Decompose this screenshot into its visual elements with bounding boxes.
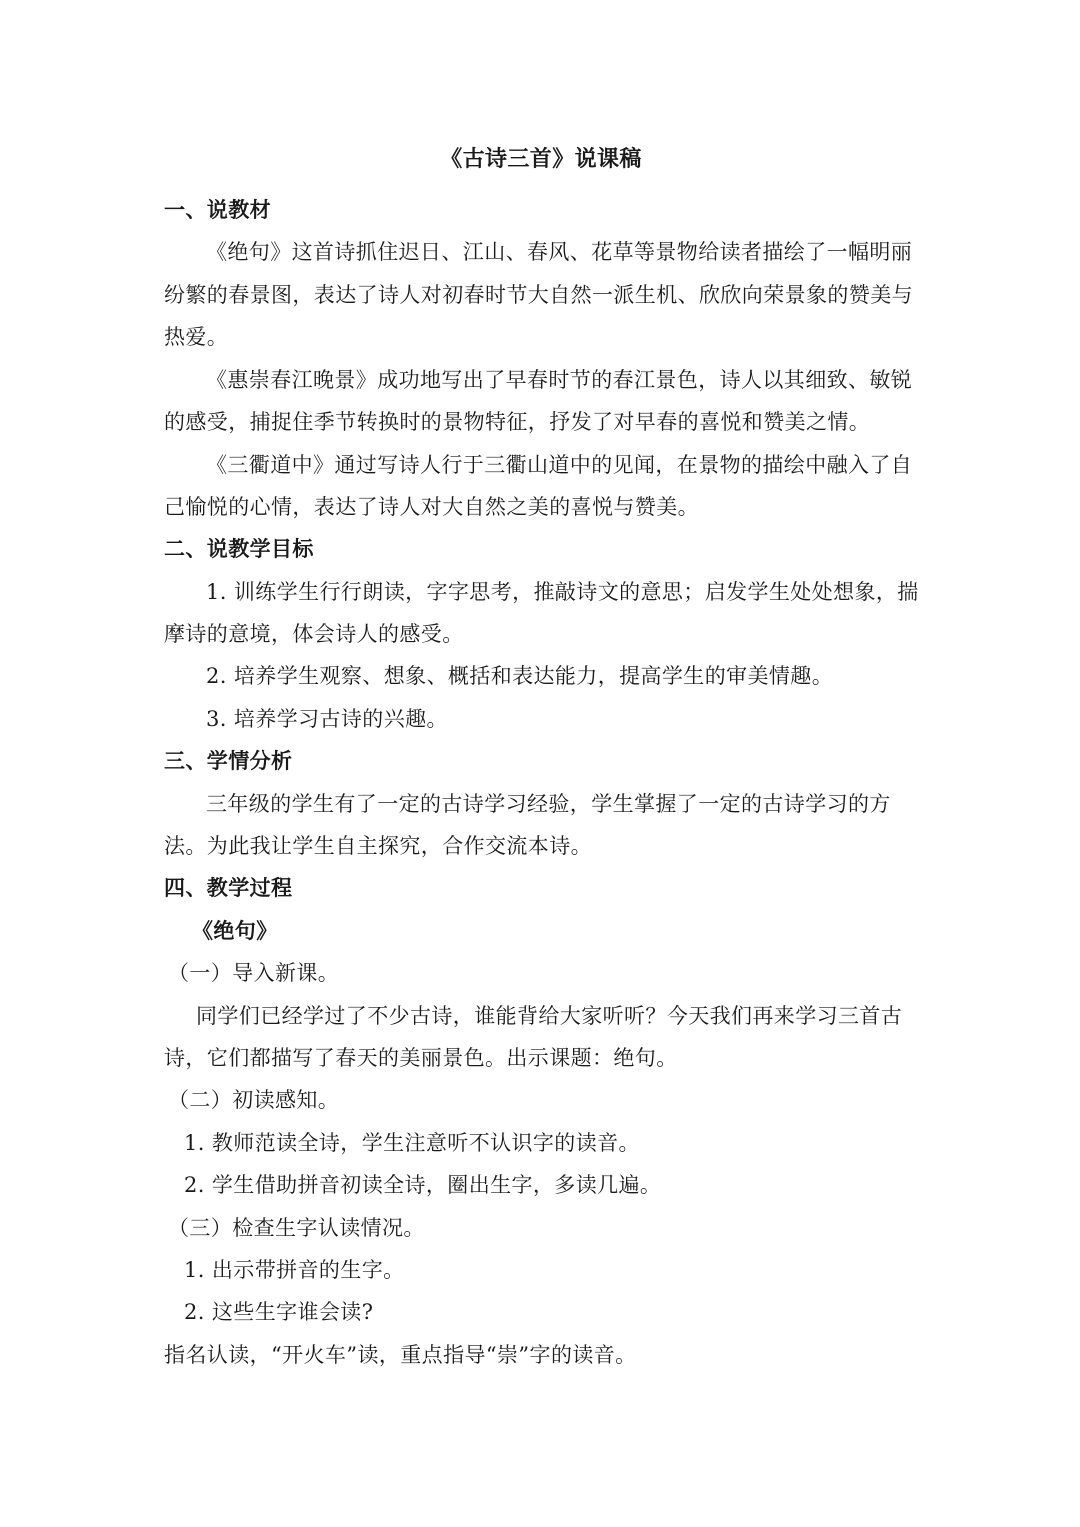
step-item: 2. 这些生字谁会读? (184, 1300, 374, 1324)
step-heading: （一）导入新课。 (168, 961, 340, 985)
paragraph-line: 纷繁的春景图，表达了诗人对初春时节大自然一派生机、欣欣向荣景象的赞美与 (164, 283, 913, 307)
goal-item-continued: 摩诗的意境，体会诗人的感受。 (164, 622, 464, 646)
paragraph-line: 的感受，捕捉住季节转换时的景物特征，抒发了对早春的喜悦和赞美之情。 (164, 410, 871, 434)
step-item: 2. 学生借助拼音初读全诗，圈出生字，多读几遍。 (184, 1173, 662, 1197)
step-item: 1. 出示带拼音的生字。 (184, 1258, 405, 1282)
step-heading: （二）初读感知。 (168, 1088, 340, 1112)
section-heading-textbook: 一、说教材 (164, 197, 271, 222)
paragraph-line: 法。为此我让学生自主探究，合作交流本诗。 (164, 834, 592, 858)
paragraph-line: 同学们已经学过了不少古诗，谁能背给大家听听？今天我们再来学习三首古 (196, 1004, 903, 1028)
paragraph-line: 三年级的学生有了一定的古诗学习经验，学生掌握了一定的古诗学习的方 (206, 792, 891, 816)
paragraph-line: 己愉悦的心情，表达了诗人对大自然之美的喜悦与赞美。 (164, 495, 699, 519)
paragraph-line: 热爱。 (164, 325, 229, 349)
goal-item: 2. 培养学生观察、想象、概括和表达能力，提高学生的审美情趣。 (206, 664, 834, 688)
paragraph-line: 指名认读，“开火车”读，重点指导“崇”字的读音。 (164, 1343, 637, 1367)
paragraph-line: 诗，它们都描写了春天的美丽景色。出示课题：绝句。 (164, 1046, 678, 1070)
paragraph-line: 《三衢道中》通过写诗人行于三衢山道中的见闻，在景物的描绘中融入了自 (206, 453, 913, 477)
section-heading-analysis: 三、学情分析 (164, 748, 293, 773)
paragraph-line: 《惠崇春江晚景》成功地写出了早春时节的春江景色，诗人以其细致、敏锐 (206, 368, 913, 392)
goal-item: 1. 训练学生行行朗读，字字思考，推敲诗文的意思；启发学生处处想象，揣 (206, 580, 919, 604)
goal-item: 3. 培养学习古诗的兴趣。 (206, 707, 448, 731)
poem-subheading: 《绝句》 (192, 918, 278, 943)
document-title: 《古诗三首》说课稿 (440, 146, 642, 172)
paragraph-line: 《绝句》这首诗抓住迟日、江山、春风、花草等景物给读者描绘了一幅明丽 (206, 240, 913, 264)
step-heading: （三）检查生字认读情况。 (168, 1216, 425, 1240)
section-heading-goals: 二、说教学目标 (164, 536, 314, 561)
section-heading-process: 四、教学过程 (164, 875, 293, 900)
step-item: 1. 教师范读全诗，学生注意听不认识字的读音。 (184, 1131, 640, 1155)
